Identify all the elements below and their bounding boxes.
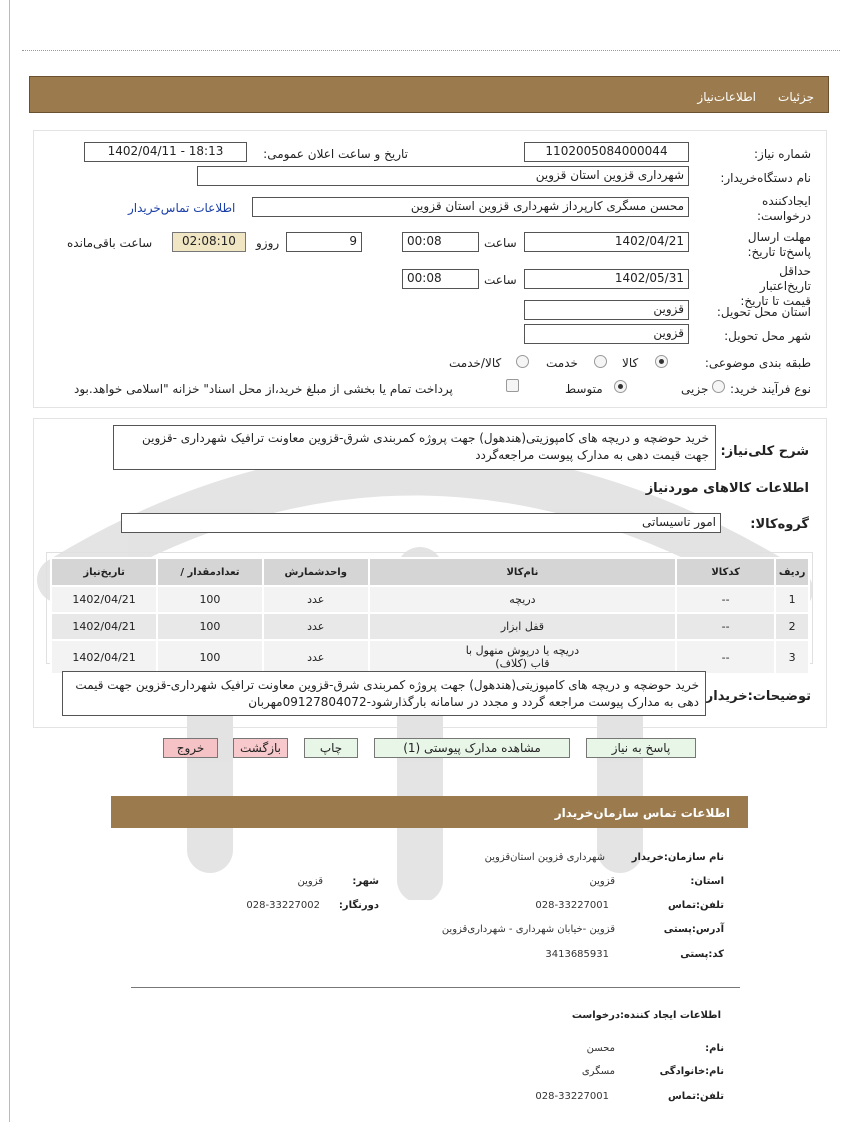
goods-group-label: گروه‌کالا: [750,517,809,532]
cell-row-no: 3 [775,640,809,674]
buyer-notes-label: توضیحات:خریدار [705,689,811,704]
summary-label: شرح کلی‌نیاز: [720,444,809,459]
announce-date-label: تاریخ و ساعت اعلان عمومی: [263,147,408,161]
buyer-org-field: شهرداری قزوین استان قزوین [197,166,689,186]
cell-qty: 100 [157,613,262,640]
contact-city-value: قزوین [297,876,323,887]
contact-city-label: شهر: [352,876,379,887]
items-table-header [51,558,809,586]
contact-org-value: شهرداری قزوین استان‌قزوین [484,852,605,863]
deadline-label: مهلت ارسال پاسخ‌تا تاریخ: [747,230,811,259]
cell-code: -- [676,613,775,640]
col-row-no: ردیف [775,558,809,586]
contact-postal-label: کد:پستی [680,949,724,960]
creator-phone-label: تلفن:تماس [667,1091,724,1102]
buyer-org-label: نام دستگاه‌خریدار: [720,171,811,185]
province-field: قزوین [524,300,689,320]
exit-button[interactable]: خروج [163,738,218,758]
category-goods-label: کالا [622,356,639,370]
items-table [50,557,810,675]
contact-phone-label: تلفن:تماس [667,900,724,911]
cell-name: دریچه [369,586,676,613]
col-unit: واحدشمارش [263,558,369,586]
cell-row-no: 2 [775,613,809,640]
category-label: طبقه بندی موضوعی: [704,356,811,370]
deadline-time-field: 00:08 [402,232,479,252]
category-service-label: خدمت [546,356,578,370]
creator-info-title: اطلاعات ایجاد کننده:درخواست [571,1010,721,1021]
cell-unit: عدد [263,586,369,613]
days-field: 9 [286,232,362,252]
creator-family-value: مسگری [581,1066,615,1077]
cell-qty: 100 [157,640,262,674]
cell-row-no: 1 [775,586,809,613]
remaining-time-label: ساعت باقی‌مانده [67,236,153,250]
cell-code: -- [676,640,775,674]
view-attachments-button[interactable]: مشاهده مدارک پیوستی (1) [374,738,570,758]
category-goods-service-radio[interactable] [516,355,529,368]
contact-org-label: نام سازمان:خریدار [631,852,724,863]
creator-label: ایجادکننده درخواست: [757,194,811,223]
creator-phone-value: 028-33227001 [535,1091,609,1102]
table-row [51,586,809,613]
validity-time-field: 00:08 [402,269,479,289]
cell-name: دریچه یا درپوش منهول با قاب (کلاف) [369,640,676,674]
contact-fax-value: 028-33227002 [246,900,320,911]
col-code: کدکالا [676,558,775,586]
need-number-label: شماره نیاز: [754,147,811,161]
contact-header-title: اطلاعات تماس سازمان‌خریدار [554,806,730,820]
category-goods-radio[interactable] [655,355,668,368]
validity-date-field: 1402/05/31 [524,269,689,289]
remaining-time-field: 02:08:10 [172,232,246,252]
col-name: نام‌کالا [369,558,676,586]
print-button[interactable]: چاپ [304,738,358,758]
tab-details[interactable]: جزئیات [778,90,814,104]
top-dotted-divider [22,50,840,51]
tab-need-info[interactable]: اطلاعات‌نیاز [697,90,756,104]
process-label: نوع فرآیند خرید: [730,382,811,396]
creator-family-label: نام:خانوادگی [659,1066,724,1077]
page-header-bar [29,76,829,113]
contact-header-bar [111,796,748,828]
city-field: قزوین [524,324,689,344]
need-number-field: 1102005084000044 [524,142,689,162]
contact-province-value: قزوین [589,876,615,887]
cell-date: 1402/04/21 [51,586,157,613]
validity-label: حداقل تاریخ‌اعتبار قیمت تا تاریخ: [740,264,811,308]
cell-unit: عدد [263,640,369,674]
buyer-notes-text: خرید حوضچه و دریچه های کامپوزیتی(هندهول) جهت پروژه کمربندی شرق-قزوین معاونت ترافیک شهرداری-قزوین جهت قیمت دهی به مدارک پیوست مراجعه گردد و مجدد در سامانه بارگذارشود-09127804072مهربان [62,671,706,716]
process-partial-label: جزیی [681,382,709,396]
back-button[interactable]: بازگشت [233,738,288,758]
deadline-date-field: 1402/04/21 [524,232,689,252]
col-date: تاریخ‌نیاز [51,558,157,586]
process-medium-radio[interactable] [614,380,627,393]
cell-date: 1402/04/21 [51,613,157,640]
validity-time-label: ساعت [484,273,517,287]
category-service-radio[interactable] [594,355,607,368]
cell-code: -- [676,586,775,613]
creator-name-label: نام: [705,1043,724,1054]
cell-qty: 100 [157,586,262,613]
contact-fax-label: دورنگار: [338,900,379,911]
contact-address-value: قزوین -خیابان شهرداری - شهرداری‌قزوین [441,924,615,935]
summary-text: خرید حوضچه و دریچه های کامپوزیتی(هندهول) جهت پروژه کمربندی شرق-قزوین معاونت ترافیک شهرداری -قزوین جهت قیمت دهی به مدارک پیوست مراجعه‌گردد [113,425,716,470]
col-qty: تعدادمقدار / [157,558,262,586]
contact-phone-value: 028-33227001 [535,900,609,911]
table-row [51,613,809,640]
cell-date: 1402/04/21 [51,640,157,674]
category-goods-service-label: کالا/خدمت [449,356,502,370]
buyer-contact-link[interactable]: اطلاعات تماس‌خریدار [128,201,236,215]
creator-field: محسن مسگری کارپرداز شهرداری قزوین استان قزوین [252,197,689,217]
contact-postal-value: 3413685931 [545,949,609,960]
deadline-time-label: ساعت [484,236,517,250]
days-label: روزو [256,236,280,250]
process-medium-label: متوسط [565,382,603,396]
province-label: استان محل تحویل: [716,305,811,319]
city-label: شهر محل تحویل: [724,329,811,343]
contact-province-label: استان: [690,876,724,887]
contact-divider [131,987,740,988]
treasury-payment-label: پرداخت تمام یا بخشی از مبلغ خرید،از محل اسناد" خزانه "اسلامی خواهد.بود [74,382,453,396]
table-row [51,640,809,674]
cell-name: قفل ابزار [369,613,676,640]
treasury-payment-checkbox[interactable] [506,379,519,392]
respond-button[interactable]: پاسخ به نیاز [586,738,696,758]
announce-date-field: 1402/04/11 - 18:13 [84,142,247,162]
goods-group-field: امور تاسیساتی [121,513,721,533]
process-partial-radio[interactable] [712,380,725,393]
creator-name-value: محسن [586,1043,615,1054]
goods-info-title: اطلاعات کالاهای موردنیاز [645,481,809,496]
contact-address-label: آدرس:پستی [663,924,724,935]
cell-unit: عدد [263,613,369,640]
